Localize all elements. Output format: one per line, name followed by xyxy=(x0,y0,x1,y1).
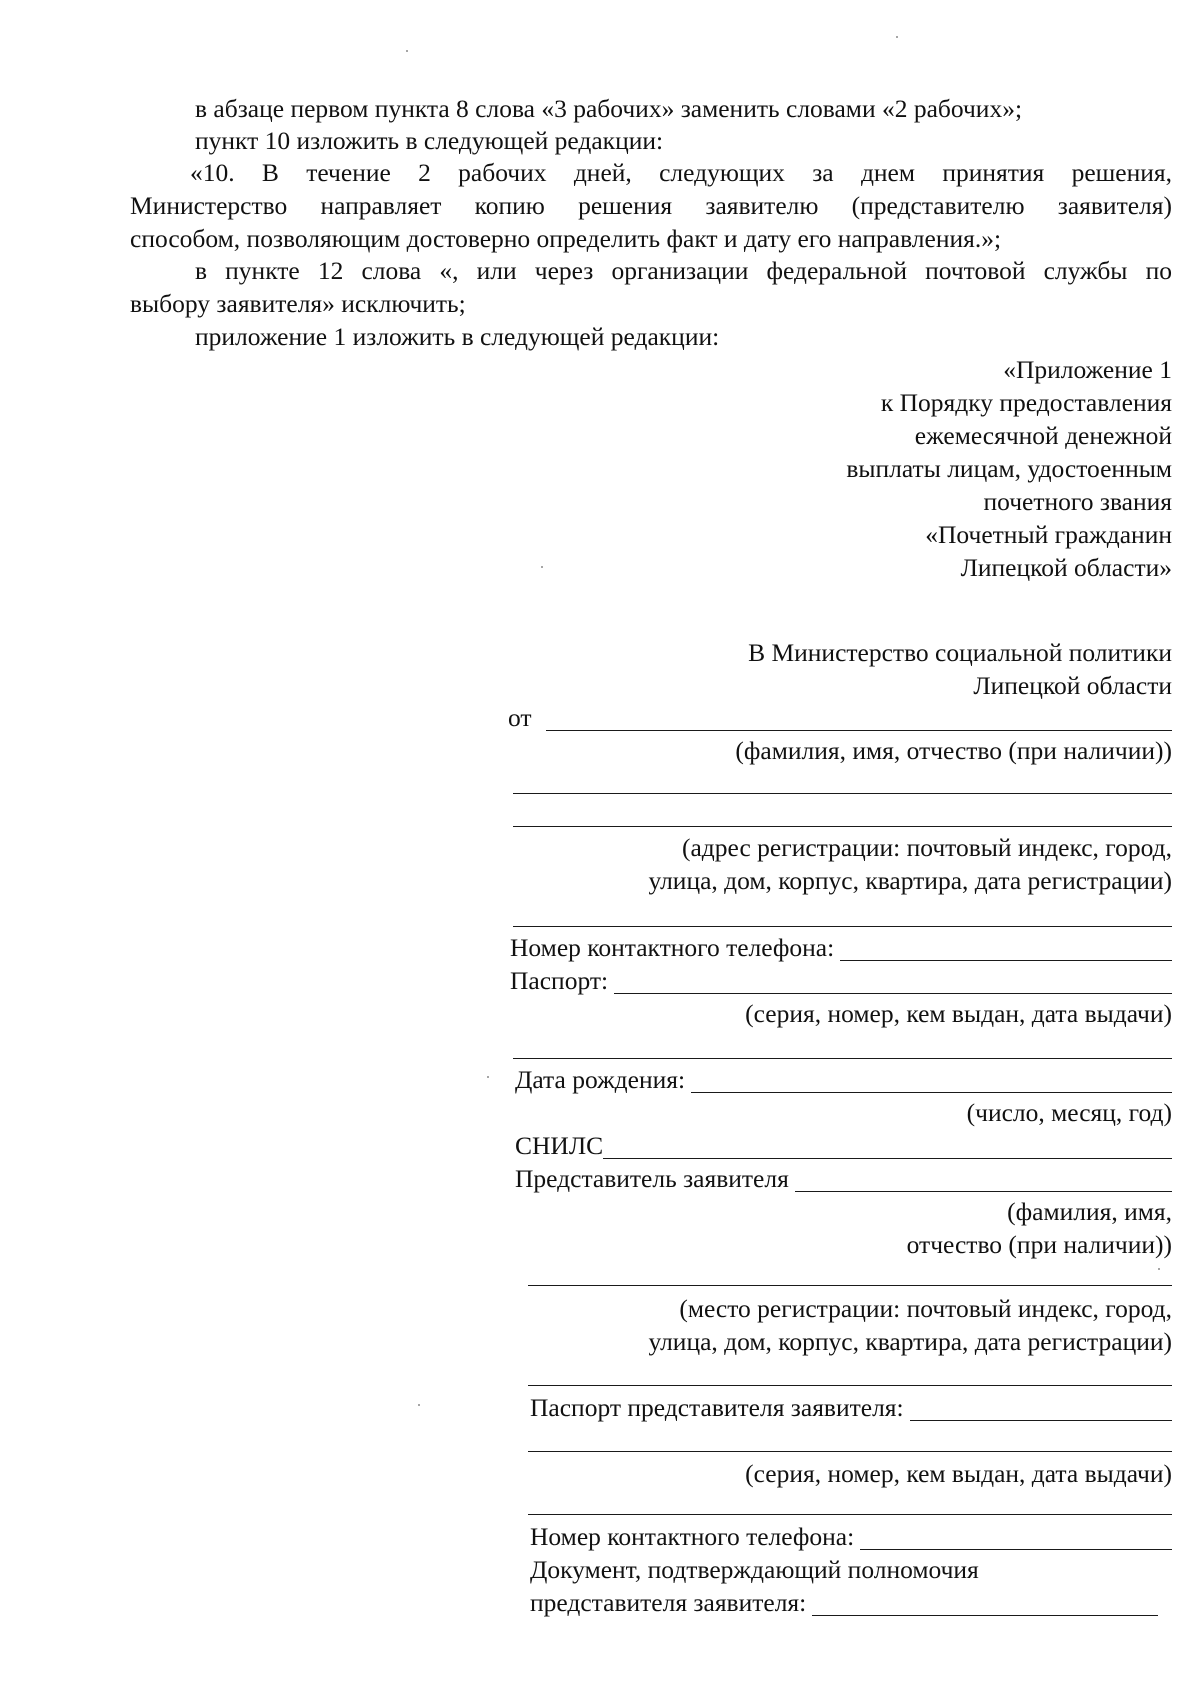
paragraph-12-line-1 xyxy=(195,258,1172,284)
paragraph-12-line-1-word: через xyxy=(534,256,594,285)
snils-label: СНИЛС xyxy=(515,1131,604,1160)
amendment-line-1: в абзаце первом пункта 8 слова «3 рабочих» заменить словами «2 рабочих»; xyxy=(195,94,1023,123)
address-blank-line-3[interactable] xyxy=(513,926,1172,927)
appendix-header-line-7: Липецкой области» xyxy=(960,553,1172,582)
appendix-header-line-5: почетного звания xyxy=(983,487,1172,516)
paragraph-10-line-2-word: (представителю xyxy=(851,191,1025,220)
paragraph-10-line-2 xyxy=(130,193,1172,219)
representative-field[interactable] xyxy=(515,1166,1172,1192)
paragraph-12-line-2: выбору заявителя» исключить; xyxy=(130,289,466,318)
passport-hint: (серия, номер, кем выдан, дата выдачи) xyxy=(745,999,1172,1028)
paragraph-12-line-1-word: слова xyxy=(361,256,422,285)
fio-hint: (фамилия, имя, отчество (при наличии)) xyxy=(735,736,1172,765)
paragraph-12-line-1-word: службы xyxy=(1043,256,1128,285)
phone-field[interactable] xyxy=(510,935,1172,961)
paragraph-10-line-3: способом, позволяющим достоверно определить факт и дату его направления.»; xyxy=(130,224,1002,253)
rep-passport-blank[interactable] xyxy=(910,1396,1172,1421)
appendix-header-line-1: «Приложение 1 xyxy=(1003,355,1172,384)
paragraph-10-line-1-word: 2 xyxy=(418,158,431,187)
birthdate-blank[interactable] xyxy=(691,1068,1172,1093)
paragraph-10-line-2-word: копию xyxy=(474,191,545,220)
passport-field[interactable] xyxy=(510,968,1172,994)
paragraph-10-line-1-word: следующих xyxy=(659,158,785,187)
paragraph-10-line-2-word: Министерство xyxy=(130,191,288,220)
applicant-name-blank[interactable] xyxy=(546,706,1172,731)
paragraph-12-line-1-word: в xyxy=(195,256,208,285)
paragraph-10-line-1-word: рабочих xyxy=(458,158,547,187)
addressee-line-1: В Министерство социальной политики xyxy=(748,638,1172,667)
paragraph-12-line-1-word: почтовой xyxy=(925,256,1026,285)
paragraph-12-line-1-word: по xyxy=(1145,256,1172,285)
amendment-line-2: пункт 10 изложить в следующей редакции: xyxy=(195,126,664,155)
paragraph-10-line-1-word: «10. xyxy=(190,158,235,187)
address-blank-line-2[interactable] xyxy=(513,826,1172,827)
rep-passport-label: Паспорт представителя заявителя: xyxy=(530,1393,904,1422)
representative-label: Представитель заявителя xyxy=(515,1164,789,1193)
appendix-intro-line: приложение 1 изложить в следующей редакции: xyxy=(195,322,720,351)
address-blank-line-1[interactable] xyxy=(513,793,1172,794)
address-hint-line-1: (адрес регистрации: почтовый индекс, город, xyxy=(681,833,1172,862)
rep-address-hint-line-1: (место регистрации: почтовый индекс, город, xyxy=(679,1294,1172,1323)
paragraph-10-line-1-word: за xyxy=(812,158,834,187)
rep-phone-field[interactable] xyxy=(530,1524,1172,1550)
paragraph-10-line-2-word: заявителя) xyxy=(1057,191,1172,220)
rep-passport-field[interactable] xyxy=(530,1395,1172,1421)
rep-fio-hint-line-1: (фамилия, имя, xyxy=(1007,1197,1172,1226)
rep-passport-hint: (серия, номер, кем выдан, дата выдачи) xyxy=(745,1459,1172,1488)
scan-speck xyxy=(487,1076,489,1078)
phone-label: Номер контактного телефона: xyxy=(510,933,835,962)
appendix-header-line-4: выплаты лицам, удостоенным xyxy=(846,454,1172,483)
paragraph-10-line-1 xyxy=(190,160,1172,186)
paragraph-10-line-2-word: решения xyxy=(578,191,673,220)
scan-speck xyxy=(541,566,543,568)
appendix-header-line-2: к Порядку предоставления xyxy=(880,388,1172,417)
passport-blank[interactable] xyxy=(614,969,1172,994)
authority-doc-label-line-1: Документ, подтверждающий полномочия xyxy=(530,1555,979,1584)
paragraph-10-line-1-word: решения, xyxy=(1071,158,1172,187)
paragraph-12-line-1-word: «, xyxy=(439,256,459,285)
paragraph-12-line-1-word: организации xyxy=(611,256,749,285)
birthdate-hint: (число, месяц, год) xyxy=(966,1098,1172,1127)
paragraph-12-line-1-word: 12 xyxy=(317,256,344,285)
authority-doc-label-line-2: представителя заявителя: xyxy=(530,1588,807,1617)
paragraph-12-line-1-word: или xyxy=(476,256,517,285)
scan-speck xyxy=(418,1404,420,1406)
authority-doc-blank[interactable] xyxy=(812,1591,1158,1616)
paragraph-10-line-1-word: течение xyxy=(306,158,391,187)
scan-speck xyxy=(406,50,408,52)
scan-speck xyxy=(1158,1268,1160,1270)
snils-field[interactable] xyxy=(515,1133,1172,1159)
addressee-line-2: Липецкой области xyxy=(973,671,1172,700)
snils-blank[interactable] xyxy=(603,1134,1172,1159)
representative-blank[interactable] xyxy=(795,1167,1172,1192)
birthdate-label: Дата рождения: xyxy=(515,1065,686,1094)
paragraph-12-line-1-word: федеральной xyxy=(766,256,907,285)
scan-speck xyxy=(896,36,898,38)
paragraph-10-line-1-word: В xyxy=(261,158,279,187)
appendix-header-line-6: «Почетный гражданин xyxy=(925,520,1172,549)
authority-doc-field[interactable] xyxy=(530,1590,1158,1616)
paragraph-10-line-1-word: дней, xyxy=(573,158,632,187)
rep-fio-hint-line-2: отчество (при наличии)) xyxy=(906,1230,1172,1259)
rep-address-hint-line-2: улица, дом, корпус, квартира, дата регистрации) xyxy=(648,1327,1172,1356)
passport-blank-line-2[interactable] xyxy=(513,1058,1172,1059)
address-hint-line-2: улица, дом, корпус, квартира, дата регистрации) xyxy=(648,866,1172,895)
rep-phone-blank[interactable] xyxy=(860,1525,1172,1550)
paragraph-10-line-2-word: направляет xyxy=(320,191,442,220)
appendix-header-line-3: ежемесячной денежной xyxy=(914,421,1172,450)
paragraph-12-line-1-word: пункте xyxy=(225,256,300,285)
rep-passport-blank-line-2[interactable] xyxy=(528,1451,1172,1452)
paragraph-10-line-1-word: днем xyxy=(860,158,916,187)
rep-phone-label: Номер контактного телефона: xyxy=(530,1522,855,1551)
applicant-name-field[interactable] xyxy=(508,705,1172,731)
rep-address-blank-line-2[interactable] xyxy=(528,1385,1172,1386)
passport-label: Паспорт: xyxy=(510,966,609,995)
rep-address-blank-line-1[interactable] xyxy=(528,1285,1172,1286)
from-label: от xyxy=(508,703,532,732)
paragraph-10-line-2-word: заявителю xyxy=(705,191,819,220)
paragraph-10-line-1-word: принятия xyxy=(942,158,1045,187)
phone-blank[interactable] xyxy=(840,936,1172,961)
birthdate-field[interactable] xyxy=(515,1067,1172,1093)
rep-passport-blank-line-3[interactable] xyxy=(528,1514,1172,1515)
